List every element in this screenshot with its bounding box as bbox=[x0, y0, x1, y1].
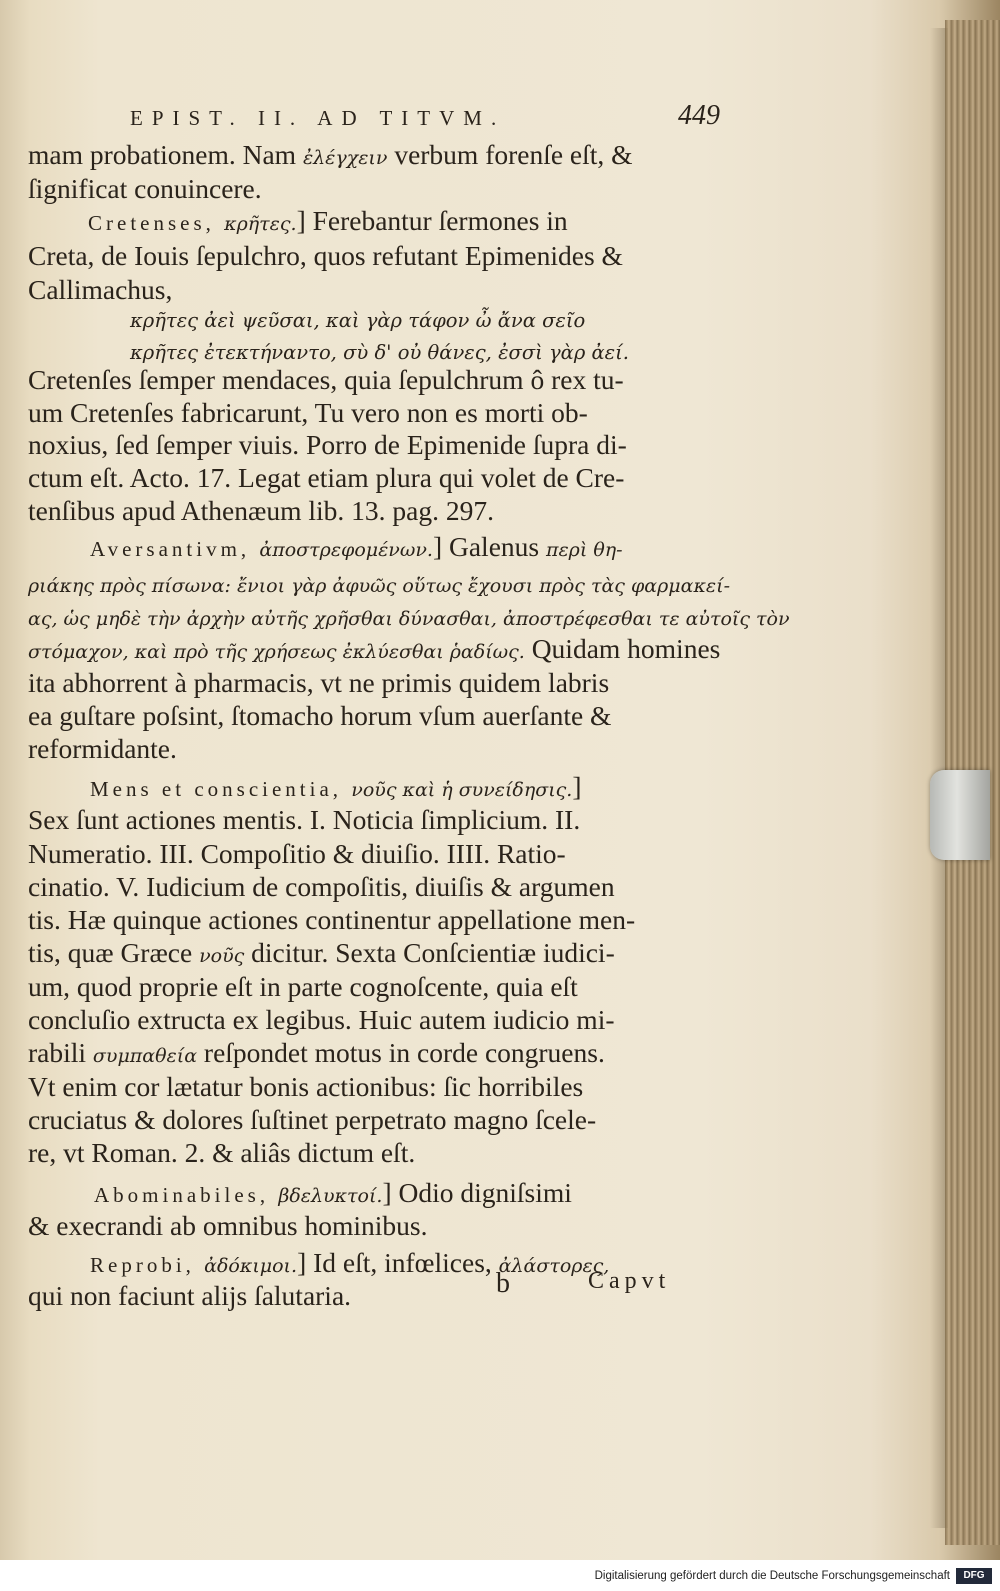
latin-text: noxius, ſed ſemper viuis. Porro de Epimenide ſupra di- bbox=[28, 429, 627, 460]
latin-text: reſpondet motus in corde congruens. bbox=[197, 1037, 605, 1068]
latin-text: Callimachus, bbox=[28, 274, 173, 305]
page-header bbox=[130, 100, 720, 140]
latin-text: dicitur. Sexta Conſcientiæ iudici- bbox=[244, 937, 615, 968]
digitization-credit-bar bbox=[0, 1560, 1000, 1591]
greek-text: ἀποστρεφομένων. bbox=[259, 539, 433, 561]
latin-text: ] Odio digniſsimi bbox=[382, 1177, 572, 1208]
verse-line: κρῆτες ἐτεκτήναντο, σὺ δ' οὐ θάνες, ἐσσὶ γὰρ ἀεί. bbox=[130, 341, 629, 364]
latin-text: ſignificat conuincere. bbox=[28, 173, 262, 204]
latin-text: ea guſtare poſsint, ſtomacho horum vſum auerſante & bbox=[28, 700, 612, 731]
text-line bbox=[90, 1246, 609, 1283]
text-line bbox=[28, 1279, 351, 1313]
greek-text: νοῦς bbox=[199, 945, 245, 967]
text-line bbox=[28, 273, 172, 307]
latin-text: Numeratio. III. Compoſitio & diuiſio. IIII. Ratio- bbox=[28, 838, 566, 869]
text-line bbox=[28, 396, 588, 430]
text-line bbox=[28, 172, 262, 206]
text-line bbox=[28, 239, 623, 273]
latin-text: Vt enim cor lætatur bonis actionibus: ſic horribiles bbox=[28, 1071, 584, 1102]
greek-text: ἀλάστορες, bbox=[498, 1255, 610, 1277]
text-line bbox=[28, 870, 615, 904]
text-line bbox=[28, 363, 624, 397]
greek-text: συμπαθεία bbox=[92, 1045, 198, 1067]
page-number: 449 bbox=[678, 100, 720, 131]
latin-text: um, quod proprie eſt in parte cognoſcente, quia eſt bbox=[28, 971, 578, 1002]
latin-text: tenſibus apud Athenæum lib. 13. pag. 297. bbox=[28, 495, 494, 526]
greek-text: νοῦς καὶ ἡ συνείδησις. bbox=[351, 779, 573, 801]
latin-text: tis. Hæ quinque actiones continentur appellatione men- bbox=[28, 904, 636, 935]
latin-text: Creta, de Iouis ſepulchro, quos refutant Epimenides & bbox=[28, 240, 623, 271]
text-line bbox=[28, 803, 580, 837]
latin-text: Sex ſunt actiones mentis. I. Noticia ſimplicium. II. bbox=[28, 804, 581, 835]
greek-text: βδελυκτοί. bbox=[278, 1185, 383, 1207]
greek-text: ριάκης πρὸς πίσωνα: ἔνιοι γὰρ ἀφυῶς οὕτως ἔχουσι πρὸς τὰς φαρμακεί- bbox=[28, 575, 730, 597]
text-line bbox=[88, 204, 568, 241]
text-line bbox=[28, 903, 635, 937]
text-line bbox=[28, 566, 730, 603]
latin-text: Quidam homines bbox=[524, 633, 721, 664]
latin-text: re, vt Roman. 2. & aliâs dictum eſt. bbox=[28, 1137, 416, 1168]
text-line bbox=[28, 1070, 583, 1104]
text-line bbox=[28, 632, 720, 669]
running-title: EPIST. II. AD TITVM. bbox=[130, 106, 506, 130]
greek-text: περὶ θη- bbox=[545, 539, 623, 561]
greek-text: ας, ὡς μηδὲ τὴν ἀρχὴν αὐτῆς χρῆσθαι δύνασθαι, ἀποστρέφεσθαι τε αὐτοῖς τὸν bbox=[28, 608, 790, 630]
page-clip bbox=[930, 770, 990, 860]
text-line bbox=[28, 461, 624, 495]
latin-text: tis, quæ Græce bbox=[28, 937, 200, 968]
text-line bbox=[28, 837, 566, 871]
latin-text: qui non faciunt alijs ſalutaria. bbox=[28, 1280, 352, 1311]
latin-text: ita abhorrent à pharmacis, vt ne primis quidem labris bbox=[28, 667, 610, 698]
text-line bbox=[28, 970, 578, 1004]
text-line bbox=[28, 1136, 415, 1170]
text-line bbox=[90, 530, 623, 567]
verse-line: κρῆτες ἀεὶ ψεῦσαι, καὶ γὰρ τάφον ὦ ἄνα σεῖο bbox=[130, 309, 586, 332]
latin-text: cruciatus & dolores ſuſtinet perpetrato magno ſcele- bbox=[28, 1104, 597, 1135]
text-line bbox=[28, 1003, 615, 1037]
latin-text: verbum forenſe eſt, & bbox=[387, 139, 633, 170]
text-line bbox=[94, 1176, 572, 1213]
lemma-heading: Reprobi, bbox=[90, 1253, 205, 1277]
latin-text: ] bbox=[572, 771, 582, 802]
text-line bbox=[28, 699, 611, 733]
signature-mark: b bbox=[496, 1268, 510, 1299]
latin-text: ] Galenus bbox=[432, 531, 546, 562]
catchword: Capvt bbox=[588, 1268, 671, 1294]
text-line bbox=[90, 770, 582, 807]
text-line bbox=[28, 936, 615, 973]
latin-text: ] Ferebantur ſermones in bbox=[296, 205, 568, 236]
greek-text: ἐλέγχειν bbox=[302, 147, 388, 169]
text-line bbox=[28, 1036, 605, 1073]
greek-text: ἀδόκιμοι. bbox=[204, 1255, 298, 1277]
latin-text: cinatio. V. Iudicium de compoſitis, diuiſis & argumen bbox=[28, 871, 615, 902]
text-line bbox=[28, 428, 627, 462]
latin-text: ctum eſt. Acto. 17. Legat etiam plura qui volet de Cre- bbox=[28, 462, 625, 493]
lemma-heading: Aversantivm, bbox=[90, 537, 260, 561]
text-line bbox=[28, 1103, 596, 1137]
latin-text: rabili bbox=[28, 1037, 93, 1068]
text-line bbox=[28, 494, 494, 528]
lemma-heading: Mens et conscientia, bbox=[90, 777, 352, 801]
text-line bbox=[28, 666, 609, 700]
greek-text: στόμαχον, καὶ πρὸ τῆς χρήσεως ἐκλύεσθαι ῥαδίως. bbox=[28, 641, 525, 663]
latin-text: um Cretenſes fabricarunt, Tu vero non es morti ob- bbox=[28, 397, 588, 428]
latin-text: ] Id eſt, infœlices, bbox=[297, 1247, 499, 1278]
lemma-heading: Abominabiles, bbox=[94, 1183, 279, 1207]
latin-text: & execrandi ab omnibus hominibus. bbox=[28, 1210, 428, 1241]
latin-text: reformidante. bbox=[28, 733, 177, 764]
text-line bbox=[28, 732, 177, 766]
credit-text: Digitalisierung gefördert durch die Deutsche Forschungsgemeinschaft bbox=[594, 1570, 950, 1582]
lemma-heading: Cretenses, bbox=[88, 211, 225, 235]
text-line bbox=[28, 599, 790, 636]
latin-text: Cretenſes ſemper mendaces, quia ſepulchrum ô rex tu- bbox=[28, 364, 624, 395]
dfg-logo: DFG bbox=[956, 1568, 992, 1584]
latin-text: mam probationem. Nam bbox=[28, 139, 303, 170]
latin-text: concluſio extructa ex legibus. Huic autem iudicio mi- bbox=[28, 1004, 615, 1035]
text-line bbox=[28, 138, 633, 175]
text-line bbox=[28, 1209, 427, 1243]
greek-text: κρῆτες. bbox=[224, 213, 297, 235]
